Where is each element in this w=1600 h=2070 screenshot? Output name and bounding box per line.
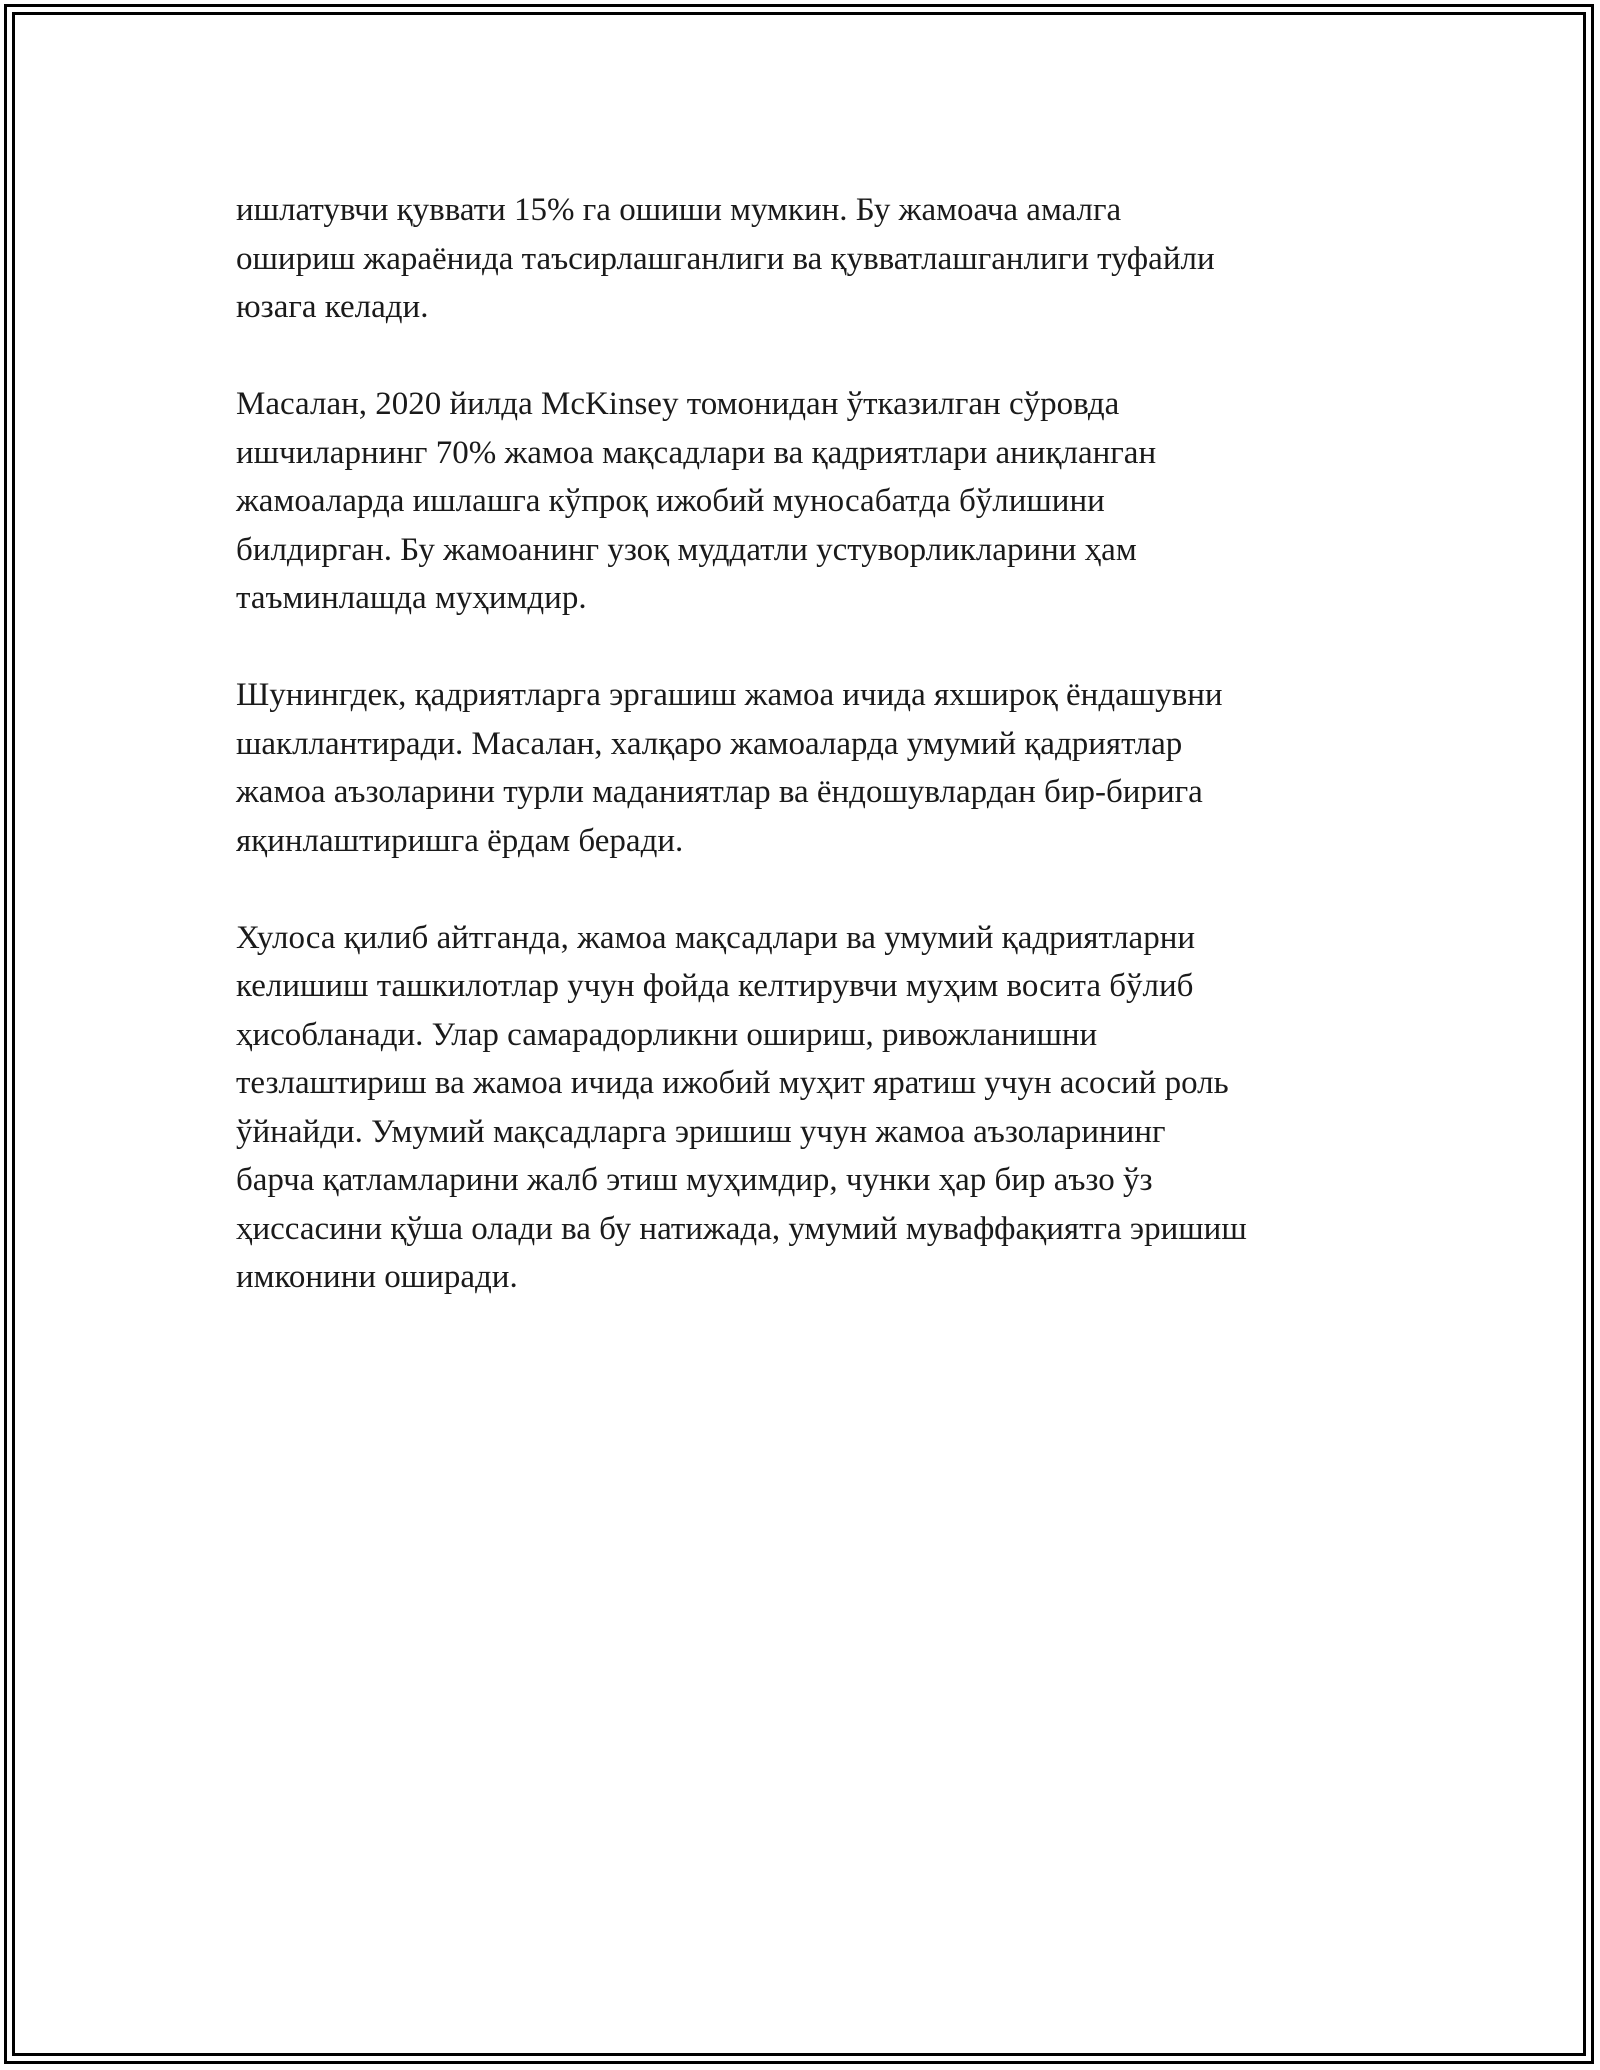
paragraph-line: яқинлаштиришга ёрдам беради.	[236, 822, 684, 859]
paragraph-line: жамоа аъзоларини турли маданиятлар ва ёндошувлардан бир-бирига	[236, 774, 1203, 810]
paragraph-4	[236, 914, 1386, 1302]
paragraph-3	[236, 671, 1386, 865]
paragraph-line: юзага келади.	[236, 289, 429, 325]
document-body	[236, 186, 1386, 1350]
paragraph-line: ҳиссасини қўша олади ва бу натижада, умумий муваффақиятга эришиш	[236, 1210, 1247, 1247]
paragraph-line: ҳисобланади. Улар самарадорликни ошириш, ривожланишни	[236, 1016, 1098, 1053]
paragraph-line: ишлатувчи қуввати 15% га ошиши мумкин. Бу жамоача амалга	[236, 192, 1122, 228]
paragraph-line: жамоаларда ишлашга кўпроқ ижобий муносабатда бўлишини	[236, 483, 1105, 519]
paragraph-line: барча қатламларини жалб этиш муҳимдир, чунки ҳар бир аъзо ўз	[236, 1162, 1153, 1198]
paragraph-line: имконини оширади.	[236, 1259, 518, 1295]
paragraph-line: Хулоса қилиб айтганда, жамоа мақсадлари ва умумий қадриятларни	[236, 919, 1196, 956]
paragraph-line: ишчиларнинг 70% жамоа мақсадлари ва қадриятлари аниқланган	[236, 434, 1157, 471]
paragraph-2	[236, 380, 1386, 623]
paragraph-line: билдирган. Бу жамоанинг узоқ муддатли устуворликларини ҳам	[236, 531, 1137, 568]
paragraph-line: тезлаштириш ва жамоа ичида ижобий муҳит яратиш учун асосий роль	[236, 1065, 1229, 1101]
paragraph-line: шакллантиради. Масалан, халқаро жамоаларда умумий қадриятлар	[236, 725, 1183, 762]
paragraph-1	[236, 186, 1386, 332]
paragraph-line: ошириш жараёнида таъсирлашганлиги ва қувватлашганлиги туфайли	[236, 240, 1215, 277]
paragraph-line: таъминлашда муҳимдир.	[236, 580, 587, 616]
paragraph-line: келишиш ташкилотлар учун фойда келтирувчи муҳим восита бўлиб	[236, 968, 1194, 1004]
paragraph-line: ўйнайди. Умумий мақсадларга эришиш учун жамоа аъзоларининг	[236, 1113, 1166, 1150]
paragraph-line: Шунингдек, қадриятларга эргашиш жамоа ичида яхшироқ ёндашувни	[236, 677, 1223, 713]
paragraph-line: Масалан, 2020 йилда McKinsey томонидан ўтказилган сўровда	[236, 386, 1120, 422]
